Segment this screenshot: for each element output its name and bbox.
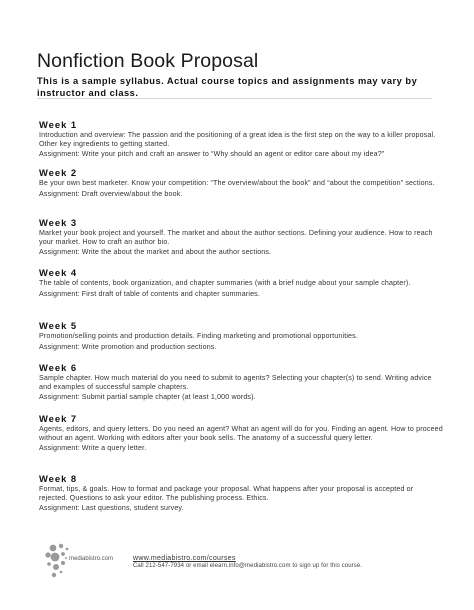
week-assignment: Assignment: Draft overview/about the book.	[39, 189, 183, 198]
week-heading: Week 2	[39, 167, 78, 178]
week-description: Format, tips, & goals. How to format and package your proposal. What happens after your proposal is accepted or rejected. Questions to ask your editor. The publishing process. Ethics.	[39, 485, 414, 502]
week-heading: Week 4	[39, 267, 78, 278]
week-heading: Week 1	[39, 119, 78, 130]
week-description: Introduction and overview: The passion and the positioning of a great idea is the first step on the way to a killer proposal. Other key ingredients to getting started.	[39, 131, 436, 148]
page-subtitle: This is a sample syllabus. Actual course topics and assignments may vary by instructor and class.	[37, 76, 418, 98]
week-heading: Week 7	[39, 413, 78, 424]
week-description: Market your book project and yourself. The market and about the author sections. Defining your audience. How to reach your market. How to craft an author bio.	[39, 229, 433, 246]
week-6-section	[39, 362, 443, 402]
week-heading: Week 5	[39, 320, 78, 331]
week-heading: Week 8	[39, 473, 78, 484]
week-description: The table of contents, book organization, and chapter summaries (with a brief nudge about your sample chapter).	[39, 279, 411, 287]
week-8-section	[39, 473, 443, 513]
week-description: Agents, editors, and query letters. Do you need an agent? What an agent will do for you. Finding an agent. How to proceed without an agent. Working with editors after your book sells. The anatomy of a successful query letter.	[39, 425, 443, 442]
header-divider	[37, 98, 432, 99]
week-description: Be your own best marketer. Know your competition: “The overview/about the book” and “about the competition” sections.	[39, 179, 435, 187]
week-1-section	[39, 119, 443, 159]
week-5-section	[39, 320, 443, 351]
week-assignment: Assignment: Write a query letter.	[39, 444, 147, 453]
week-2-section	[39, 167, 443, 198]
courses-link[interactable]: www.mediabistro.com/courses	[133, 555, 236, 562]
week-assignment: Assignment: First draft of table of contents and chapter summaries.	[39, 289, 260, 298]
week-assignment: Assignment: Submit partial sample chapter (at least 1,000 words).	[39, 393, 256, 402]
week-heading: Week 3	[39, 217, 78, 228]
week-3-section	[39, 217, 443, 257]
week-assignment: Assignment: Last questions, student survey.	[39, 504, 184, 513]
week-assignment: Assignment: Write your pitch and craft an answer to “Why should an agent or editor care about my idea?”	[39, 150, 385, 159]
contact-line: Call 212-547-7934 or email elearn.info@mediabistro.com to sign up for this course.	[133, 563, 363, 569]
week-7-section	[39, 413, 443, 453]
week-description: Sample chapter. How much material do you need to submit to agents? Selecting your chapter(s) to send. Writing advice and examples of successful sample chapters.	[39, 374, 432, 391]
page-title: Nonfiction Book Proposal	[37, 50, 259, 72]
week-4-section	[39, 267, 443, 298]
week-assignment: Assignment: Write the about the market and about the author sections.	[39, 248, 272, 257]
week-description: Promotion/selling points and production details. Finding marketing and promotional opportunities.	[39, 332, 358, 340]
logo-wordmark: mediabistro.com	[69, 556, 114, 562]
logo-dots	[45, 544, 68, 577]
week-assignment: Assignment: Write promotion and production sections.	[39, 342, 217, 351]
week-heading: Week 6	[39, 362, 78, 373]
